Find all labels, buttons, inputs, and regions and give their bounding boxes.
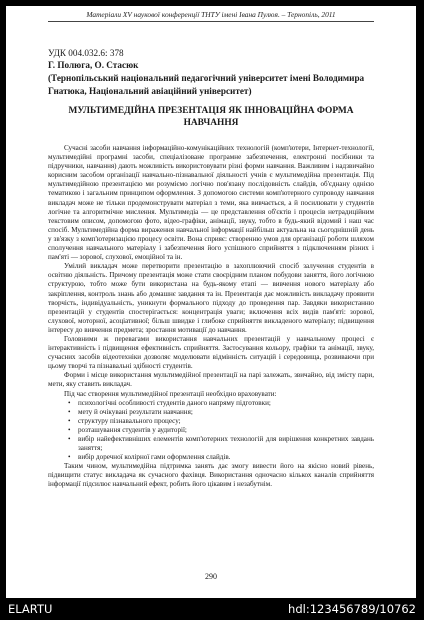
list-item: • структуру пізнавального процесу;: [78, 417, 374, 426]
list-item: • вибір найефективніших елементів комп'ютерних технологій для вирішення конкретних завдань заняття;: [78, 435, 374, 453]
running-header: Матеріали XV наукової конференції ТНТУ імені Івана Пулюя. – Тернопіль, 2011: [86, 10, 336, 19]
paragraph: Форми і місце використання мультимедійної презентації на парі залежать, звичайно, від змісту пари, мети, яку ставить викладач.: [48, 371, 374, 389]
paragraph: Умілий викладач може перетворити презентацію в захоплюючий спосіб залучення студентів в освітню діяльність. Причому презентація може стати своєрідним планом побудови заняття, його логічною структурою, тобто може бути використана на будь-якому етапі — вивчення нового матеріалу або закріплення, контроль знань або домашнє завдання та ін. Презентація дає можливість викладачу проявити творчість, індивідуальність, уникнути формального підходу до проведення пар. Завдяки використанню презентацій у студентів спостерігається: концентрація уваги; включення всіх видів пам'яті: зорової, слухової, моторної, асоціативної; більш швидке і глибоке сприйняття викладеного матеріалу; підвищення інтересу до вивчення предмета; зростання мотивації до навчання.: [48, 262, 374, 334]
repository-label: ELARTU: [8, 602, 53, 616]
udc-code: УДК 004.032.6: 378: [48, 48, 124, 58]
paragraph: Головними ж перевагами використання навчальних презентацій у навчальному процесі є інтерактивність і підвищення ефективність сприйняття. Застосування кольору, графіки та анімації, звуку, сучасних засобів відеотехніки дозволяє моделювати відмінність ситуацій і середовища, розвиваючи при цьому творчі та пізнавальні здібності студентів.: [48, 334, 374, 371]
authors: Г. Полюга, О. Стасюк: [48, 60, 139, 70]
header-rule: [48, 21, 374, 22]
list-item: • розташування студентів у аудиторії;: [78, 426, 374, 435]
body-text: [48, 144, 374, 490]
list-item: • мету й очікувані результати навчання;: [78, 408, 374, 417]
list-item: • психологічні особливості студентів даного напряму підготовки;: [78, 399, 374, 408]
paper-page: [6, 6, 416, 598]
requirements-list: [48, 399, 374, 463]
paragraph: Під час створення мультимедійної презентації необхідно враховувати:: [64, 389, 277, 398]
list-item: • вибір доречної колірної гами оформлення слайдів.: [78, 453, 374, 462]
handle-label: hdl:123456789/10762: [288, 602, 416, 616]
paper-title: МУЛЬТИМЕДІЙНА ПРЕЗЕНТАЦІЯ ЯК ІННОВАЦІЙНА ФОРМА НАВЧАННЯ: [68, 106, 354, 128]
paragraph: Сучасні засоби навчання інформаційно-комунікаційних технологій (комп'ютери, Інтернет-технології, мультимедійні програмні засоби, спеціалізоване програмне забезпечення, електронні посібники та підручники, навчання) дають можливість використовувати різні форми навчання. Важливим і надзвичайно корисним засобом організації навчально-пізнавальної діяльності учнів є мультимедійна презентація. Під мультимедійною презентацією ми розуміємо логічно пов'язану послідовність слайдів, об'єднану однією тематикою і загальним принципом оформлення. З допомогою системи комп'ютерного супроводу навчання викладач може не тільки продемонструвати матеріал з теми, яка вивчається, а й посилювати у студентів логічне та алгоритмічне мислення. Мультимедіа — це представлення об'єктів і процесів нетрадиційним текстовим описом, допомогою фото, відео-графіки, анімації, звуку, тобто в будь-який відомий і наш час спосіб. Мультимедійна форма вираження навчальної інформації найбільш актуальна на сьогоднішній день у зв'язку з комп'ютеризацією процесу освіти. Вона сприяє: створенню умов для організації роботи шляхом сполучення навчального матеріалу і забезпечення його успішного сприйняття з підключенням різних і пам'яті — зорової, слухової, емоційної та ін.: [48, 144, 374, 262]
affiliation: (Тернопільський національний педагогічний університет імені Володимира Гнатюка, Національний авіаційний університет): [48, 73, 365, 96]
page-number: 290: [205, 572, 217, 581]
closing-paragraph: Таким чином, мультимедійна підтримка занять дає змогу вивести його на якісно новий рівень, підвищити статус викладача як сучасного фахівця. Використання одночасно кількох каналів сприйняття інформації підсилює навчальний ефект, робить його цікавим і незабутнім.: [48, 462, 374, 489]
